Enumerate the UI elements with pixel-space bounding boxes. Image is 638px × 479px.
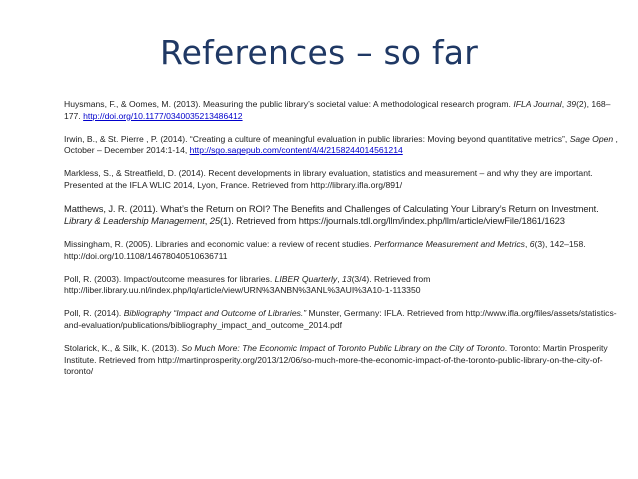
reference-list [64, 99, 624, 389]
ref-journal: IFLA Journal [513, 99, 562, 109]
reference-stolarick [64, 343, 624, 378]
ref-text: , [204, 215, 210, 227]
ref-text: Poll, R. (2003). Impact/outcome measures for libraries. [64, 273, 275, 284]
ref-text: (2), 168–177. [64, 99, 611, 121]
ref-text: , [561, 99, 567, 109]
ref-text: Stolarick, K., & Silk, K. (2013). [64, 343, 182, 354]
ref-volume: 25 [209, 215, 220, 227]
ref-text: Poll, R. (2014). [64, 308, 124, 319]
ref-journal: Sage Open [569, 133, 614, 144]
ref-text: (3/4). Retrieved from http://liber.library.uu.nl/index.php/lq/article/view/URN%3ANBN%3ANL%3AUI%3A10-1-113350 [64, 273, 431, 296]
reference-matthews [64, 203, 624, 227]
ref-link[interactable]: http://doi.org/10.1177/0340035213486412 [83, 110, 243, 121]
ref-text: , [337, 273, 342, 284]
reference-poll-2003 [64, 274, 624, 297]
ref-text: Huysmans, F., & Oomes, M. (2013). Measuring the public library’s societal value: A methodological research program. [64, 99, 514, 109]
ref-journal: LIBER Quarterly [274, 273, 338, 284]
ref-title: Bibliography “Impact and Outcome of Libraries.” [123, 308, 307, 319]
ref-link[interactable]: http://sgo.sagepub.com/content/4/4/2158244014561214 [189, 145, 403, 156]
ref-volume: 13 [342, 273, 352, 284]
slide-title: References – so far [160, 33, 478, 72]
ref-text: Irwin, B., & St. Pierre , P. (2014). “Creating a culture of meaningful evaluation in public libraries: Moving beyond quantitative metrics”, [64, 133, 570, 144]
ref-volume: 39 [566, 99, 577, 109]
ref-text: Munster, Germany: IFLA. Retrieved from http://www.ifla.org/files/assets/statistics-and-evaluation/publications/bibliography_impact_and_outcome_2014.pdf [64, 308, 617, 330]
ref-text: Markless, S., & Streatfield, D. (2014). Recent developments in library evaluation, statistics and measurement – and why they are important. Presented at the IFLA WLIC 2014, Lyon, France. Retrieved from http://library.ifla.org/891/ [64, 168, 593, 190]
ref-text: Missingham, R. (2005). Libraries and economic value: a review of recent studies. [64, 238, 374, 249]
reference-missingham [64, 239, 624, 262]
ref-volume: 6 [529, 238, 535, 249]
ref-text: , [524, 238, 530, 249]
reference-huysmans [64, 99, 624, 122]
ref-text: (1). Retrieved from https://journals.tdl.org/llm/index.php/llm/article/viewFile/1861/1623 [219, 215, 565, 227]
ref-journal: Library & Leadership Management [64, 215, 205, 227]
ref-journal: Performance Measurement and Metrics [374, 238, 525, 249]
reference-irwin [64, 134, 624, 157]
ref-text: . Toronto: Martin Prosperity Institute. Retrieved from http://martinprosperity.org/2013/12/06/so-much-more-the-economic-impact-of-the-toronto-public-library-on-the-city-of-toronto/ [64, 343, 608, 377]
reference-markless [64, 168, 624, 191]
ref-text: (3), 142–158. http://doi.org/10.1108/14678040510636711 [64, 238, 586, 261]
ref-text: Matthews, J. R. (2011). What’s the Return on ROI? The Benefits and Challenges of Calculating Your Library’s Return on Investment. [64, 203, 599, 215]
ref-title: So Much More: The Economic Impact of Toronto Public Library on the City of Toronto [181, 343, 505, 354]
ref-text: , October – December 2014:1-14, [64, 133, 618, 156]
reference-poll-2014 [64, 308, 624, 331]
